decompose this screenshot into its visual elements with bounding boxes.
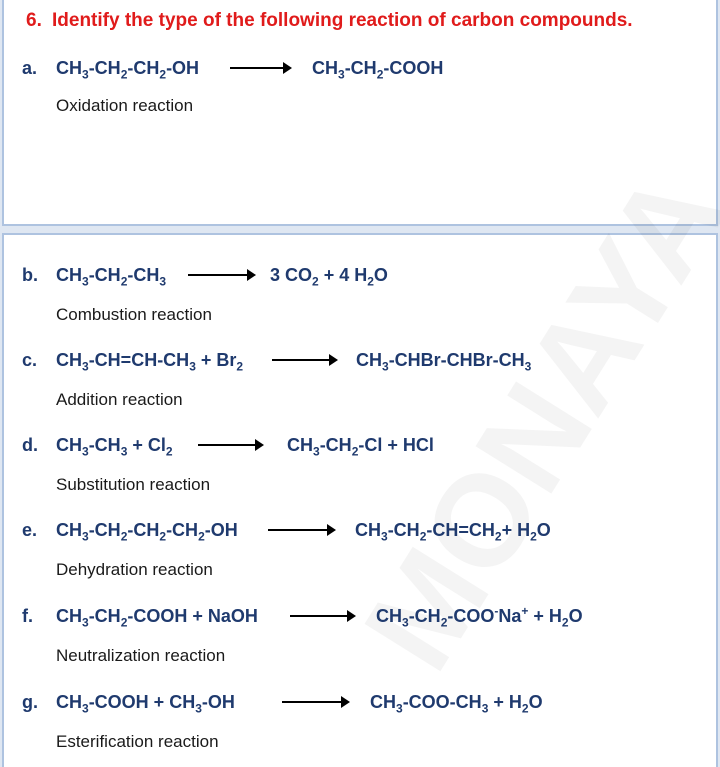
formula-part: 3	[195, 701, 202, 716]
formula-part: 3	[313, 444, 320, 459]
formula-part: 2	[159, 529, 167, 544]
reactants-formula	[56, 516, 238, 544]
formula-part: + H	[488, 692, 522, 712]
reaction-letter: d.	[22, 435, 38, 455]
products-formula	[356, 346, 531, 374]
formula-part: 2	[120, 67, 128, 82]
formula-part: CH	[56, 265, 82, 285]
reaction-type-answer: Neutralization reaction	[56, 646, 226, 665]
reaction-arrow-icon	[290, 615, 354, 617]
formula-part: 2	[236, 359, 244, 374]
question-number: 6.	[26, 10, 42, 31]
formula-part: O	[373, 265, 388, 285]
formula-part: + H	[528, 606, 562, 626]
formula-part: 2	[159, 67, 167, 82]
reactants-formula	[56, 602, 258, 630]
formula-part: -CH	[387, 520, 420, 540]
formula-part: -CH=CH	[426, 520, 495, 540]
reaction-letter: a.	[22, 58, 38, 78]
formula-part: -CH	[88, 606, 121, 626]
formula-part: 3	[396, 701, 403, 716]
formula-part: -CH	[166, 520, 199, 540]
formula-part: + Br	[195, 350, 237, 370]
reaction-arrow-icon	[188, 274, 254, 276]
formula-part: -CH	[408, 606, 441, 626]
formula-part: CH	[56, 520, 82, 540]
question-title	[26, 10, 633, 32]
products-formula	[312, 54, 443, 82]
formula-part: 3	[402, 615, 409, 630]
formula-part: 3	[381, 529, 388, 544]
formula-part: 3	[82, 359, 89, 374]
formula-part: -COOH + NaOH	[127, 606, 258, 626]
formula-part: CH	[312, 58, 338, 78]
reaction-letter: c.	[22, 350, 38, 370]
formula-part: -CH	[127, 58, 160, 78]
formula-part: Na	[498, 606, 522, 626]
reactants-formula	[56, 431, 173, 459]
formula-part: -OH	[166, 58, 200, 78]
reaction-type-answer: Addition reaction	[56, 390, 183, 409]
formula-part: 3	[159, 274, 167, 289]
question-text: Identify the type of the following reaction of carbon compounds.	[52, 10, 633, 31]
reaction-letter: f.	[22, 606, 33, 626]
formula-part: 2	[120, 274, 128, 289]
reaction-type-answer: Dehydration reaction	[56, 560, 213, 579]
formula-part: -OH	[201, 692, 235, 712]
reaction-arrow-icon	[268, 529, 334, 531]
formula-part: 2	[165, 444, 173, 459]
formula-part: CH	[56, 58, 82, 78]
formula-part: -COO	[447, 606, 495, 626]
formula-part: -Cl + HCl	[358, 435, 434, 455]
formula-part: -CH	[88, 58, 121, 78]
products-formula	[370, 688, 543, 716]
formula-part: 2	[440, 615, 448, 630]
reaction-letter: b.	[22, 265, 38, 285]
reaction-type-answer: Combustion reaction	[56, 305, 212, 324]
reactants-formula	[56, 261, 166, 289]
formula-part: 2	[367, 274, 374, 289]
reaction-type-answer: Oxidation reaction	[56, 96, 194, 115]
products-formula	[287, 431, 434, 459]
formula-part: 3	[338, 67, 345, 82]
reactants-formula	[56, 688, 235, 716]
formula-part: 2	[120, 529, 128, 544]
formula-part: 2	[530, 529, 537, 544]
reaction-arrow-icon	[198, 444, 262, 446]
products-formula	[355, 516, 551, 544]
formula-part: O	[536, 520, 551, 540]
formula-part: -CH	[127, 520, 160, 540]
formula-part: 3	[189, 359, 196, 374]
formula-part: 2	[198, 529, 205, 544]
products-formula	[376, 602, 583, 630]
formula-part: + Cl	[127, 435, 166, 455]
reaction-arrow-icon	[230, 67, 290, 69]
formula-part: CH	[287, 435, 313, 455]
formula-part: 3	[82, 274, 89, 289]
formula-part: 3	[82, 444, 89, 459]
formula-part: 2	[494, 529, 502, 544]
formula-part: 3	[82, 615, 89, 630]
formula-part: -COO-CH	[402, 692, 482, 712]
reaction-type-answer: Substitution reaction	[56, 475, 211, 494]
formula-part: + 4 H	[318, 265, 368, 285]
reaction-arrow-icon	[272, 359, 336, 361]
formula-part: -CH	[344, 58, 377, 78]
formula-part: -COOH	[383, 58, 444, 78]
formula-part: 3 CO	[270, 265, 313, 285]
formula-part: 3	[524, 359, 532, 374]
formula-part: O	[568, 606, 583, 626]
formula-part: -CH	[88, 265, 121, 285]
formula-part: CH	[355, 520, 381, 540]
formula-part: 3	[82, 701, 89, 716]
formula-part: O	[528, 692, 543, 712]
reaction-type-answer: Esterification reaction	[56, 732, 219, 751]
formula-part: +	[521, 604, 529, 618]
formula-part: CH	[370, 692, 396, 712]
formula-part: CH	[56, 435, 82, 455]
formula-part: CH	[56, 350, 82, 370]
reactants-formula	[56, 346, 243, 374]
formula-part: -CH	[88, 435, 121, 455]
formula-part: 2	[351, 444, 359, 459]
formula-part: 2	[376, 67, 384, 82]
reaction-arrow-icon	[282, 701, 348, 703]
formula-part: 3	[82, 67, 89, 82]
formula-part: -CH	[127, 265, 160, 285]
formula-part: 3	[481, 701, 489, 716]
formula-part: -COOH + CH	[88, 692, 196, 712]
formula-part: -CH	[319, 435, 352, 455]
reaction-letter: g.	[22, 692, 38, 712]
products-formula	[270, 261, 388, 289]
formula-part: 2	[521, 701, 529, 716]
formula-part: -CH	[88, 520, 121, 540]
formula-part: 2	[419, 529, 427, 544]
formula-part: CH	[356, 350, 382, 370]
formula-part: 2	[120, 615, 128, 630]
formula-part: -	[494, 604, 499, 618]
formula-part: 3	[82, 529, 89, 544]
formula-part: CH	[56, 692, 82, 712]
formula-part: CH	[56, 606, 82, 626]
formula-part: -OH	[204, 520, 238, 540]
formula-part: 2	[312, 274, 319, 289]
formula-part: 2	[561, 615, 569, 630]
formula-part: -CH=CH-CH	[88, 350, 190, 370]
reaction-letter: e.	[22, 520, 38, 540]
formula-part: CH	[376, 606, 402, 626]
formula-part: -CHBr-CHBr-CH	[388, 350, 525, 370]
reactants-formula	[56, 54, 199, 82]
formula-part: 3	[120, 444, 128, 459]
formula-part: 3	[382, 359, 389, 374]
formula-part: + H	[501, 520, 531, 540]
